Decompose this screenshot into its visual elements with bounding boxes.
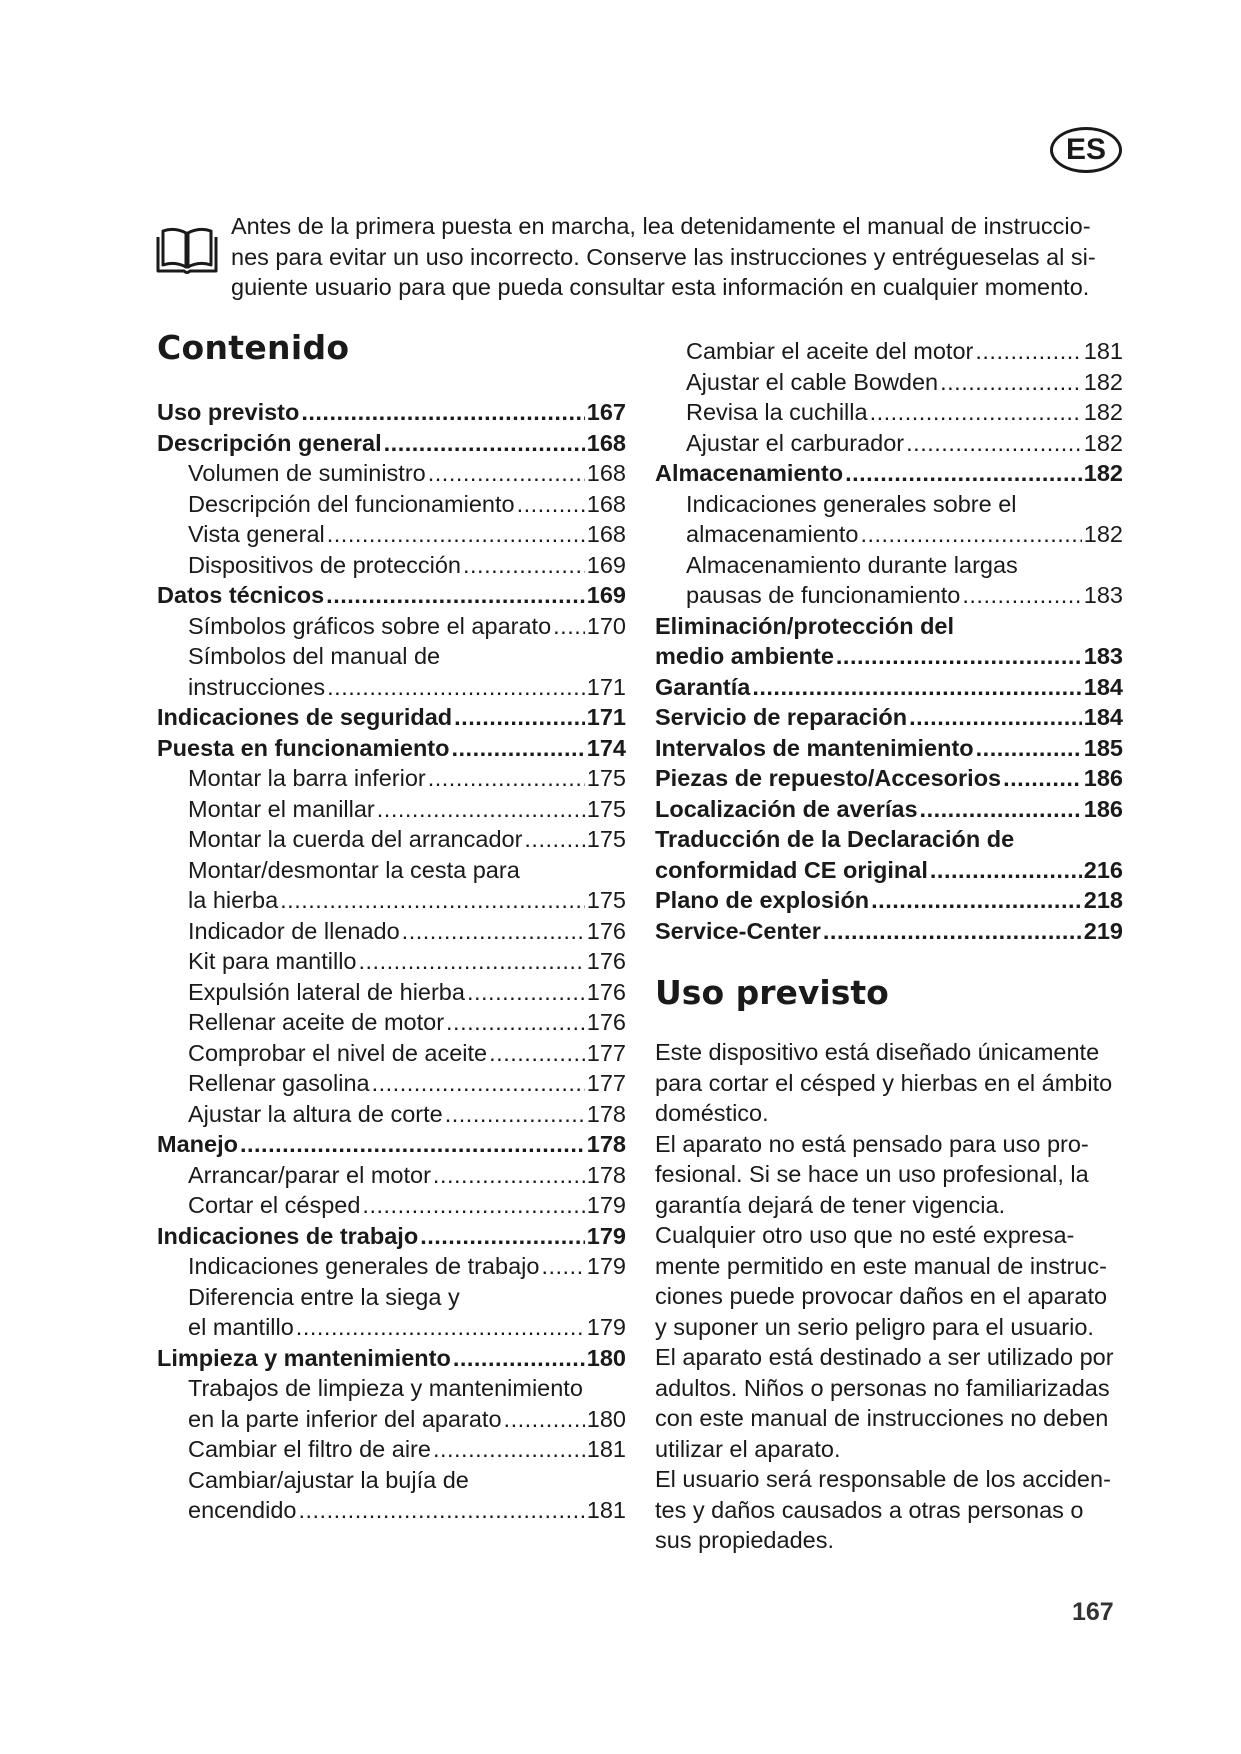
- toc-dot-leader: [280, 885, 585, 916]
- toc-entry: [157, 946, 626, 977]
- toc-entry: [655, 824, 1123, 855]
- toc-entry-title: almacenamiento: [686, 521, 859, 547]
- toc-dot-leader: [384, 428, 585, 459]
- toc-entry-page: 179: [586, 1314, 626, 1340]
- toc-entry-page: 181: [586, 1436, 626, 1462]
- toc-entry: [655, 458, 1123, 489]
- body-line: adultos. Niños o personas no familiarizadas: [655, 1374, 1110, 1401]
- toc-entry: [655, 397, 1123, 428]
- toc-entry: [655, 885, 1123, 916]
- toc-entry-title: Volumen de suministro: [188, 460, 426, 486]
- toc-entry-page: 184: [1083, 673, 1123, 700]
- toc-entry: [157, 580, 626, 611]
- toc-entry-title: Cambiar el aceite del motor: [686, 338, 974, 364]
- toc-entry: [655, 428, 1123, 459]
- toc-entry-page: 168: [586, 460, 626, 486]
- toc-dot-leader: [489, 1038, 585, 1069]
- toc-dot-leader: [377, 794, 585, 825]
- toc-entry-page: 180: [586, 1344, 626, 1371]
- toc-dot-leader: [446, 1007, 585, 1038]
- toc-entry-page: 182: [1083, 368, 1123, 395]
- toc-dot-leader: [359, 946, 585, 977]
- toc-entry: [157, 763, 626, 794]
- book-icon: [155, 225, 219, 275]
- toc-entry-page: 175: [586, 795, 626, 822]
- toc-entry: [157, 1160, 626, 1191]
- body-line: El aparato no está pensado para uso pro-: [655, 1130, 1089, 1157]
- toc-entry-title: Service-Center: [655, 917, 821, 944]
- toc-entry-page: 182: [1083, 399, 1123, 425]
- toc-entry-page: 183: [1083, 643, 1123, 669]
- section-title: Uso previsto: [655, 973, 889, 1012]
- toc-right-column: [655, 336, 1123, 946]
- toc-entry-title: Rellenar gasolina: [188, 1070, 370, 1096]
- toc-dot-leader: [240, 1129, 585, 1160]
- toc-entry-title: pausas de funcionamiento: [686, 582, 961, 608]
- toc-entry-title: Intervalos de mantenimiento: [655, 734, 974, 761]
- toc-dot-leader: [1003, 763, 1082, 794]
- toc-entry-title: Puesta en funcionamiento: [157, 734, 450, 761]
- intro-line: nes para evitar un uso incorrecto. Conserve las instrucciones y entrégueselas al si-: [231, 243, 1096, 270]
- toc-entry-page: 178: [586, 1131, 626, 1157]
- toc-entry-title: Descripción del funcionamiento: [188, 490, 515, 517]
- toc-dot-leader: [428, 458, 585, 489]
- toc-dot-leader: [402, 916, 585, 947]
- toc-entry: [157, 1373, 626, 1404]
- toc-entry-title: Servicio de reparación: [655, 704, 908, 730]
- toc-entry: [157, 1190, 626, 1221]
- toc-entry-title: medio ambiente: [655, 643, 834, 669]
- toc-entry: [157, 1038, 626, 1069]
- toc-entry-title: Vista general: [188, 521, 325, 547]
- toc-dot-leader: [296, 1312, 585, 1343]
- toc-entry: [157, 1404, 626, 1435]
- toc-entry: [157, 1251, 626, 1282]
- toc-entry-page: 179: [586, 1222, 626, 1249]
- toc-title: Contenido: [157, 328, 350, 367]
- language-code: ES: [1065, 133, 1107, 166]
- toc-entry-page: 182: [1083, 460, 1123, 486]
- toc-entry: [655, 641, 1123, 672]
- toc-dot-leader: [428, 763, 585, 794]
- toc-dot-leader: [836, 641, 1082, 672]
- page-number: 167: [1072, 1598, 1114, 1626]
- toc-entry-page: 182: [1083, 429, 1123, 456]
- toc-entry: [655, 519, 1123, 550]
- toc-entry: [157, 397, 626, 428]
- toc-entry-title: Limpieza y mantenimiento: [157, 1344, 451, 1371]
- toc-entry-title: Cambiar el filtro de aire: [188, 1436, 431, 1462]
- toc-entry-page: 168: [586, 490, 626, 517]
- toc-entry-page: 178: [586, 1100, 626, 1127]
- toc-entry-page: 186: [1083, 765, 1123, 791]
- toc-entry: [157, 458, 626, 489]
- toc-entry-page: 218: [1083, 887, 1123, 913]
- toc-entry: [157, 672, 626, 703]
- toc-dot-leader: [752, 672, 1081, 703]
- toc-entry-page: 174: [586, 734, 626, 761]
- toc-dot-leader: [870, 397, 1082, 428]
- toc-entry-title: Plano de explosión: [655, 887, 870, 913]
- toc-entry-page: 168: [586, 521, 626, 547]
- body-line: tes y daños causados a otras personas o: [655, 1496, 1084, 1523]
- body-line: Este dispositivo está diseñado únicamente: [655, 1039, 1100, 1065]
- toc-dot-leader: [962, 580, 1081, 611]
- toc-entry-page: 177: [586, 1070, 626, 1096]
- toc-entry: [157, 733, 626, 764]
- toc-entry-title: conformidad CE original: [655, 856, 928, 883]
- toc-entry: [157, 519, 626, 550]
- toc-entry-page: 181: [586, 1497, 626, 1523]
- toc-entry-title: Indicaciones generales sobre el: [686, 490, 1017, 517]
- toc-dot-leader: [920, 794, 1082, 825]
- toc-entry-title: Ajustar la altura de corte: [188, 1100, 443, 1127]
- toc-entry-page: 169: [586, 582, 626, 608]
- toc-entry: [157, 1465, 626, 1496]
- toc-entry-page: 176: [586, 917, 626, 944]
- toc-entry: [157, 1282, 626, 1313]
- toc-entry-page: 179: [586, 1253, 626, 1279]
- body-line: Cualquier otro uso que no esté expresa-: [655, 1222, 1075, 1248]
- toc-dot-leader: [940, 367, 1082, 398]
- toc-entry-page: 182: [1083, 521, 1123, 547]
- toc-dot-leader: [301, 397, 584, 428]
- toc-dot-leader: [420, 1221, 585, 1252]
- toc-dot-leader: [860, 519, 1081, 550]
- toc-entry-title: Cambiar/ajustar la bujía de: [188, 1466, 469, 1493]
- toc-entry: [157, 885, 626, 916]
- toc-entry: [157, 1221, 626, 1252]
- toc-entry-title: encendido: [188, 1497, 297, 1523]
- toc-entry-page: 175: [586, 765, 626, 791]
- toc-entry-page: 179: [586, 1192, 626, 1218]
- toc-dot-leader: [445, 1099, 585, 1130]
- toc-entry-page: 176: [586, 1009, 626, 1035]
- toc-dot-leader: [906, 428, 1082, 459]
- toc-entry: [655, 611, 1123, 642]
- toc-entry-title: la hierba: [188, 887, 279, 913]
- toc-entry: [157, 1068, 626, 1099]
- toc-entry-page: 177: [586, 1039, 626, 1066]
- body-line: mente permitido en este manual de instruc-: [655, 1252, 1107, 1279]
- toc-dot-leader: [823, 916, 1082, 947]
- toc-entry-title: Uso previsto: [157, 399, 300, 425]
- toc-entry-page: 178: [586, 1161, 626, 1188]
- toc-dot-leader: [524, 824, 584, 855]
- toc-dot-leader: [975, 336, 1081, 367]
- toc-dot-leader: [553, 611, 585, 642]
- toc-entry-title: el mantillo: [188, 1314, 294, 1340]
- toc-entry: [157, 916, 626, 947]
- toc-entry: [157, 1007, 626, 1038]
- toc-dot-leader: [362, 1190, 584, 1221]
- toc-entry-title: Dispositivos de protección: [188, 551, 461, 578]
- toc-entry-page: 219: [1083, 917, 1123, 944]
- toc-entry: [655, 336, 1123, 367]
- toc-entry-title: Indicaciones de seguridad: [157, 704, 453, 730]
- toc-entry-title: Indicaciones de trabajo: [157, 1222, 419, 1249]
- toc-entry-page: 181: [1083, 338, 1123, 364]
- toc-entry: [655, 733, 1123, 764]
- toc-entry-title: Indicaciones generales de trabajo: [188, 1253, 540, 1279]
- toc-dot-leader: [326, 580, 585, 611]
- toc-dot-leader: [517, 489, 585, 520]
- toc-entry: [157, 824, 626, 855]
- toc-entry: [655, 672, 1123, 703]
- toc-entry-page: 176: [586, 978, 626, 1005]
- toc-entry: [157, 794, 626, 825]
- toc-entry-page: 176: [586, 948, 626, 974]
- body-line: El usuario será responsable de los acciden-: [655, 1466, 1111, 1492]
- toc-dot-leader: [871, 885, 1082, 916]
- toc-dot-leader: [504, 1404, 585, 1435]
- toc-entry-page: 168: [586, 429, 626, 456]
- toc-entry: [157, 1343, 626, 1374]
- toc-entry: [157, 611, 626, 642]
- toc-dot-leader: [467, 977, 585, 1008]
- body-line: El aparato está destinado a ser utilizado por: [655, 1344, 1114, 1370]
- toc-entry-page: 171: [586, 673, 626, 700]
- toc-entry-title: Indicador de llenado: [188, 917, 400, 944]
- toc-entry-title: Garantía: [655, 673, 751, 700]
- toc-entry-title: Ajustar el cable Bowden: [686, 368, 939, 395]
- toc-dot-leader: [433, 1160, 585, 1191]
- toc-entry-title: Descripción general: [157, 429, 382, 456]
- toc-entry: [655, 550, 1123, 581]
- toc-entry: [157, 855, 626, 886]
- toc-entry-title: Comprobar el nivel de aceite: [188, 1039, 488, 1066]
- toc-dot-leader: [327, 519, 585, 550]
- toc-entry: [157, 641, 626, 672]
- toc-entry: [655, 763, 1123, 794]
- intro-notice: [231, 211, 1131, 303]
- toc-entry-page: 175: [586, 826, 626, 852]
- toc-entry-page: 186: [1083, 795, 1123, 822]
- toc-entry: [655, 367, 1123, 398]
- body-line: garantía dejará de tener vigencia.: [655, 1191, 1006, 1218]
- toc-entry-title: Kit para mantillo: [188, 948, 357, 974]
- toc-entry-page: 175: [586, 887, 626, 913]
- toc-dot-leader: [845, 458, 1082, 489]
- toc-entry-title: Montar la cuerda del arrancador: [188, 826, 523, 852]
- toc-entry-page: 180: [586, 1405, 626, 1432]
- toc-entry-title: Montar/desmontar la cesta para: [188, 856, 520, 883]
- toc-entry: [157, 1312, 626, 1343]
- body-line: doméstico.: [655, 1100, 769, 1126]
- toc-entry-title: Símbolos gráficos sobre el aparato: [188, 612, 552, 639]
- toc-dot-leader: [909, 702, 1082, 733]
- toc-dot-leader: [454, 702, 585, 733]
- toc-entry-page: 171: [586, 704, 626, 730]
- toc-entry: [157, 1099, 626, 1130]
- toc-entry-page: 216: [1083, 856, 1123, 883]
- body-line: ciones puede provocar daños en el aparato: [655, 1283, 1108, 1309]
- toc-entry-title: Almacenamiento durante largas: [686, 551, 1018, 578]
- intro-line: Antes de la primera puesta en marcha, lea detenidamente el manual de instruccio-: [231, 213, 1091, 239]
- toc-entry-title: Eliminación/protección del: [655, 612, 955, 639]
- toc-entry-title: Localización de averías: [655, 795, 918, 822]
- section-body: [655, 1037, 1135, 1556]
- toc-entry: [157, 702, 626, 733]
- toc-entry-title: Cortar el césped: [188, 1192, 361, 1218]
- toc-entry-title: Expulsión lateral de hierba: [188, 978, 465, 1005]
- toc-entry-page: 169: [586, 551, 626, 578]
- toc-entry-title: instrucciones: [188, 673, 326, 700]
- toc-entry: [157, 489, 626, 520]
- toc-entry-page: 184: [1083, 704, 1123, 730]
- toc-entry: [157, 1129, 626, 1160]
- toc-entry-page: 167: [586, 399, 626, 425]
- toc-entry-title: Diferencia entre la siega y: [188, 1283, 460, 1310]
- toc-entry-title: Traducción de la Declaración de: [655, 826, 1015, 852]
- toc-entry-title: Datos técnicos: [157, 582, 325, 608]
- toc-entry: [157, 428, 626, 459]
- toc-dot-leader: [463, 550, 585, 581]
- body-line: fesional. Si se hace un uso profesional, la: [655, 1161, 1089, 1187]
- toc-entry-title: Rellenar aceite de motor: [188, 1009, 445, 1035]
- toc-entry-title: Trabajos de limpieza y mantenimiento: [188, 1375, 583, 1401]
- toc-entry-title: Ajustar el carburador: [686, 429, 905, 456]
- toc-dot-leader: [372, 1068, 585, 1099]
- toc-entry: [157, 1434, 626, 1465]
- body-line: utilizar el aparato.: [655, 1435, 841, 1462]
- body-line: y suponer un serio peligro para el usuario.: [655, 1313, 1094, 1340]
- body-line: para cortar el césped y hierbas en el ámbito: [655, 1069, 1113, 1096]
- toc-entry: [655, 916, 1123, 947]
- toc-entry-title: Montar la barra inferior: [188, 765, 426, 791]
- toc-entry-page: 185: [1083, 734, 1123, 761]
- toc-entry: [655, 855, 1123, 886]
- toc-entry-title: Manejo: [157, 1131, 238, 1157]
- language-badge: [1050, 127, 1122, 173]
- toc-entry-title: Arrancar/parar el motor: [188, 1161, 431, 1188]
- body-line: sus propiedades.: [655, 1527, 834, 1553]
- toc-entry: [157, 1495, 626, 1526]
- toc-entry-title: Almacenamiento: [655, 460, 844, 486]
- toc-entry: [157, 977, 626, 1008]
- toc-dot-leader: [452, 733, 585, 764]
- intro-line: guiente usuario para que pueda consultar esta información en cualquier momento.: [231, 274, 1090, 300]
- toc-entry: [655, 489, 1123, 520]
- toc-dot-leader: [976, 733, 1082, 764]
- toc-entry-page: 170: [586, 612, 626, 639]
- toc-dot-leader: [327, 672, 585, 703]
- toc-dot-leader: [541, 1251, 584, 1282]
- toc-entry-title: Símbolos del manual de: [188, 643, 441, 669]
- toc-entry: [655, 580, 1123, 611]
- toc-entry-title: Revisa la cuchilla: [686, 399, 868, 425]
- toc-entry: [157, 550, 626, 581]
- body-line: con este manual de instrucciones no deben: [655, 1405, 1109, 1431]
- toc-entry-title: Montar el manillar: [188, 795, 375, 822]
- toc-entry: [655, 794, 1123, 825]
- toc-dot-leader: [433, 1434, 585, 1465]
- toc-entry-title: Piezas de repuesto/Accesorios: [655, 765, 1002, 791]
- toc-dot-leader: [298, 1495, 584, 1526]
- toc-left-column: [157, 397, 626, 1526]
- toc-dot-leader: [930, 855, 1082, 886]
- toc-dot-leader: [453, 1343, 585, 1374]
- toc-entry: [655, 702, 1123, 733]
- toc-entry-page: 183: [1083, 582, 1123, 608]
- toc-entry-title: en la parte inferior del aparato: [188, 1405, 502, 1432]
